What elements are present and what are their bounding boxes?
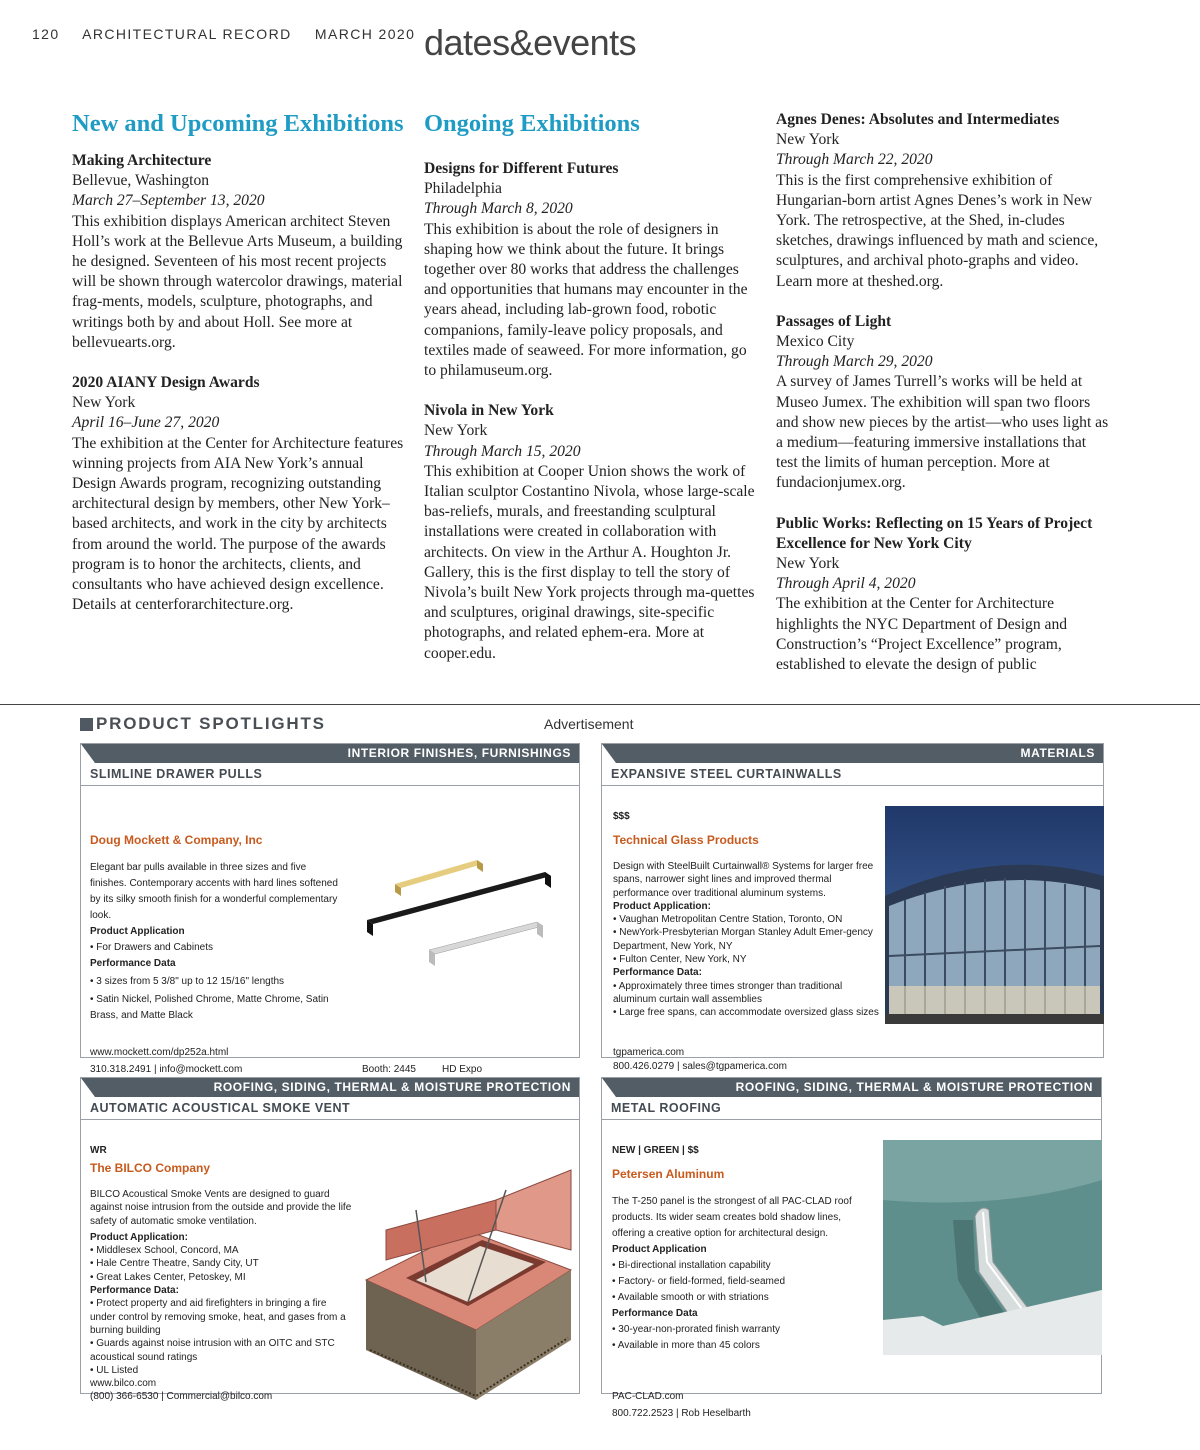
- card-performance-item: • Large free spans, can accommodate oversized glass sizes: [613, 1007, 879, 1019]
- event-title: 2020 AIANY Design Awards: [72, 374, 260, 392]
- card-url[interactable]: tgpamerica.com: [613, 1047, 685, 1058]
- event-title: Designs for Different Futures: [424, 160, 619, 177]
- event-title: Passages of Light: [776, 312, 892, 330]
- card-application-item: • For Drawers and Cabinets: [90, 942, 213, 953]
- card-text-block: [90, 860, 340, 1024]
- card-application-item: • Great Lakes Center, Petoskey, MI: [90, 1271, 246, 1283]
- card-product-name: AUTOMATIC ACOUSTICAL SMOKE VENT: [81, 1097, 579, 1120]
- event-description: The exhibition at the Center for Architecture features winning projects from AIA New York’s annual Design Awards program, recognizing outstanding architectural design by members, other New York–based architects, and work in the city by architects from around the world. The purpose of the awards program is to honor the architects, clients, and consultants who have achieved design excellence. Details at centerforarchitecture.org.: [72, 434, 404, 614]
- card-application-label: Product Application: [612, 1244, 707, 1255]
- card-category: MATERIALS: [1020, 746, 1095, 760]
- card-application-item: • Available smooth or with striations: [612, 1292, 769, 1303]
- card-performance-item: • Satin Nickel, Polished Chrome, Matte Chrome, Satin Brass, and Matte Black: [90, 994, 329, 1021]
- card-description: Design with SteelBuilt Curtainwall® Systems for larger free spans, narrower sight lines and improved thermal performance over traditional aluminum systems.: [613, 861, 874, 899]
- card-contact: 800.722.2523 | Rob Heselbarth: [612, 1408, 751, 1419]
- event-location: Bellevue, Washington: [72, 172, 210, 190]
- card-performance-item: • Protect property and aid firefighters in bringing a fire under control by removing smoke, heat, and gases from a burning building: [90, 1298, 346, 1336]
- card-performance-label: Performance Data: [612, 1308, 698, 1319]
- event-item: [776, 514, 1110, 676]
- card-company: Petersen Aluminum: [612, 1167, 725, 1181]
- event-location: New York: [776, 131, 840, 149]
- column-3: [776, 110, 1110, 695]
- advertisement-label: Advertisement: [544, 716, 634, 732]
- event-description: The exhibition at the Center for Architecture highlights the NYC Department of Design and Construction’s “Project Excellence” program, established to elevate the design of public: [776, 595, 1068, 674]
- square-bullet-icon: [80, 718, 93, 731]
- event-location: New York: [72, 394, 136, 412]
- product-card-metal-roofing: [601, 1077, 1102, 1419]
- card-description: The T-250 panel is the strongest of all PAC-CLAD roof products. Its wider seam creates bold shadow lines, offering a creative option for architectural design.: [612, 1196, 852, 1239]
- card-performance-label: Performance Data:: [90, 1285, 179, 1297]
- product-spotlights-title: [80, 714, 326, 734]
- event-description: This exhibition is about the role of designers in shaping how we think about the future. It brings together over 80 works that address the challenges and opportunities that humans may encounter in the years ahead, including lab-grown food, robotic companions, family-leave policy proposals, and textiles made of seaweed. For more information, go to philamuseum.org.: [424, 220, 748, 380]
- event-location: Mexico City: [776, 333, 855, 351]
- notch-shape: [81, 1078, 109, 1097]
- event-item: [424, 401, 758, 664]
- card-description: BILCO Acoustical Smoke Vents are designed to guard against noise intrusion from the outside and provide the life safety of automatic smoke ventilation.: [90, 1189, 352, 1227]
- card-company: The BILCO Company: [90, 1161, 211, 1175]
- event-location: New York: [776, 555, 840, 573]
- event-date: Through March 15, 2020: [424, 442, 581, 460]
- product-card-drawer-pulls: [80, 743, 580, 1075]
- card-category: INTERIOR FINISHES, FURNISHINGS: [347, 746, 571, 760]
- event-location: Philadelphia: [424, 180, 502, 198]
- card-contact: 310.318.2491 | info@mockett.com: [90, 1064, 243, 1075]
- page-header: [32, 26, 433, 42]
- column-heading: Ongoing Exhibitions: [424, 110, 640, 137]
- product-card-curtainwalls: [601, 743, 1104, 1072]
- event-description: This is the first comprehensive exhibition of Hungarian-born artist Agnes Denes’s work in New York. The retrospective, at the Shed, in-cludes sketches, drawings influenced by math and science, sculptures, and archival photo-graphs and video. Learn more at theshed.org.: [776, 171, 1099, 290]
- smoke-vent-image: [356, 1150, 581, 1380]
- event-date: March 27–September 13, 2020: [72, 192, 265, 210]
- metal-roofing-image: [883, 1140, 1102, 1355]
- card-application-item: • Bi-directional installation capability: [612, 1260, 771, 1271]
- card-application-item: • NewYork-Presbyterian Morgan Stanley Adult Emer-gency Department, New York, NY: [613, 927, 873, 952]
- card-performance-item: • UL Listed: [90, 1364, 139, 1376]
- card-show: HD Expo: [442, 1064, 483, 1075]
- event-location: New York: [424, 422, 488, 440]
- card-url[interactable]: www.mockett.com/dp252a.html: [90, 1047, 229, 1058]
- product-spotlights-label: PRODUCT SPOTLIGHTS: [96, 714, 326, 733]
- event-date: Through April 4, 2020: [776, 575, 916, 593]
- card-url[interactable]: www.bilco.com: [90, 1378, 157, 1390]
- event-item: [776, 110, 1110, 292]
- card-application-item: • Factory- or field-formed, field-seamed: [612, 1276, 786, 1287]
- card-application-label: Product Application:: [90, 1231, 188, 1243]
- event-title: Making Architecture: [72, 152, 212, 169]
- event-item: [776, 312, 1110, 494]
- page-number: 120: [32, 26, 60, 42]
- event-description: This exhibition at Cooper Union shows the work of Italian sculptor Costantino Nivola, whose large-scale bas-reliefs, murals, and freestanding sculptural installations were created in collaboration with architects. On view in the Arthur A. Houghton Jr. Gallery, this is the first display to tell the story of Nivola’s built New York projects through ma-quettes and sculptures, original drawings, site-specific photographs, and related ephem-era. More at cooper.edu.: [424, 462, 755, 662]
- card-category: ROOFING, SIDING, THERMAL & MOISTURE PROTECTION: [735, 1080, 1093, 1094]
- card-text-block: [612, 1194, 874, 1354]
- event-description: This exhibition displays American architect Steven Holl’s work at the Bellevue Arts Museum, a building he designed. Seventeen of his most recent projects will be shown through watercolor drawings, material frag-ments, models, sculpture, photographs, and writings both by and about Holl. See more at bellevuearts.org.: [72, 212, 403, 351]
- card-booth: Booth: 2445: [362, 1064, 416, 1075]
- event-date: Through March 22, 2020: [776, 151, 933, 169]
- drawer-pulls-image: [359, 856, 559, 986]
- card-performance-item: • Guards against noise intrusion with an OITC and STC acoustical sound ratings: [90, 1338, 335, 1363]
- event-title: Agnes Denes: Absolutes and Intermediates: [776, 111, 1060, 128]
- event-item: [424, 159, 758, 381]
- card-text-block: [90, 1188, 352, 1404]
- column-2: [424, 110, 758, 684]
- curtainwall-station-photo: [885, 806, 1104, 1024]
- event-item: [72, 373, 406, 615]
- column-1: [72, 110, 406, 635]
- card-description: Elegant bar pulls available in three sizes and five finishes. Contemporary accents with hard lines softened by its silky smooth finish for a wonderful complementary look.: [90, 862, 338, 921]
- card-performance-item: • Available in more than 45 colors: [612, 1340, 760, 1351]
- card-application-item: • Middlesex School, Concord, MA: [90, 1245, 239, 1257]
- section-divider: [0, 704, 1200, 705]
- card-category: ROOFING, SIDING, THERMAL & MOISTURE PROTECTION: [213, 1080, 571, 1094]
- card-application-item: • Fulton Center, New York, NY: [613, 954, 747, 966]
- card-contact: (800) 366-6530 | Commercial@bilco.com: [90, 1391, 273, 1403]
- card-application-item: • Hale Centre Theatre, Sandy City, UT: [90, 1258, 259, 1270]
- event-title: Public Works: Reflecting on 15 Years of Project Excellence for New York City: [776, 514, 1093, 552]
- card-performance-label: Performance Data:: [613, 967, 702, 979]
- card-product-name: EXPANSIVE STEEL CURTAINWALLS: [602, 763, 1103, 786]
- card-application-label: Product Application: [90, 926, 185, 937]
- event-date: Through March 8, 2020: [424, 200, 573, 218]
- card-category-bar: [81, 744, 579, 763]
- card-product-name: METAL ROOFING: [602, 1097, 1101, 1120]
- product-card-smoke-vent: [80, 1077, 580, 1403]
- publication-name: ARCHITECTURAL RECORD: [82, 26, 292, 42]
- card-performance-label: Performance Data: [90, 958, 176, 969]
- event-title: Nivola in New York: [424, 402, 554, 420]
- card-category-bar: [602, 744, 1103, 763]
- card-text-block: [613, 860, 885, 1020]
- card-application-item: • Vaughan Metropolitan Centre Station, Toronto, ON: [613, 914, 843, 926]
- card-contact: 800.426.0279 | sales@tgpamerica.com: [613, 1061, 787, 1072]
- card-performance-item: • 30-year-non-prorated finish warranty: [612, 1324, 781, 1335]
- card-tag: $$$: [613, 811, 630, 822]
- card-tag: NEW | GREEN | $$: [612, 1145, 699, 1156]
- card-tag: WR: [90, 1145, 107, 1156]
- card-url[interactable]: PAC-CLAD.com: [612, 1391, 684, 1402]
- event-item: [72, 151, 406, 353]
- event-description: A survey of James Turrell’s works will be held at Museo Jumex. The exhibition will span two floors and show new pieces by the artist—who uses light as a medium—featuring immersive installations that test the limits of human perception. More at fundacionjumex.org.: [776, 373, 1109, 492]
- column-heading: New and Upcoming Exhibitions: [72, 110, 404, 137]
- card-category-bar: [81, 1078, 579, 1097]
- notch-shape: [81, 744, 109, 763]
- card-company: Technical Glass Products: [613, 833, 759, 847]
- card-company: Doug Mockett & Company, Inc: [90, 833, 263, 847]
- notch-shape: [602, 744, 630, 763]
- notch-shape: [602, 1078, 630, 1097]
- card-product-name: SLIMLINE DRAWER PULLS: [81, 763, 579, 786]
- event-date: Through March 29, 2020: [776, 353, 933, 371]
- event-date: April 16–June 27, 2020: [72, 414, 220, 432]
- card-application-label: Product Application:: [613, 900, 711, 912]
- card-category-bar: [602, 1078, 1101, 1097]
- card-performance-item: • 3 sizes from 5 3/8" up to 12 15/16" lengths: [90, 976, 285, 987]
- card-performance-item: • Approximately three times stronger than traditional aluminum curtain wall assemblies: [613, 980, 843, 1005]
- issue-date: MARCH 2020: [314, 26, 416, 42]
- section-title: dates&events: [424, 22, 637, 63]
